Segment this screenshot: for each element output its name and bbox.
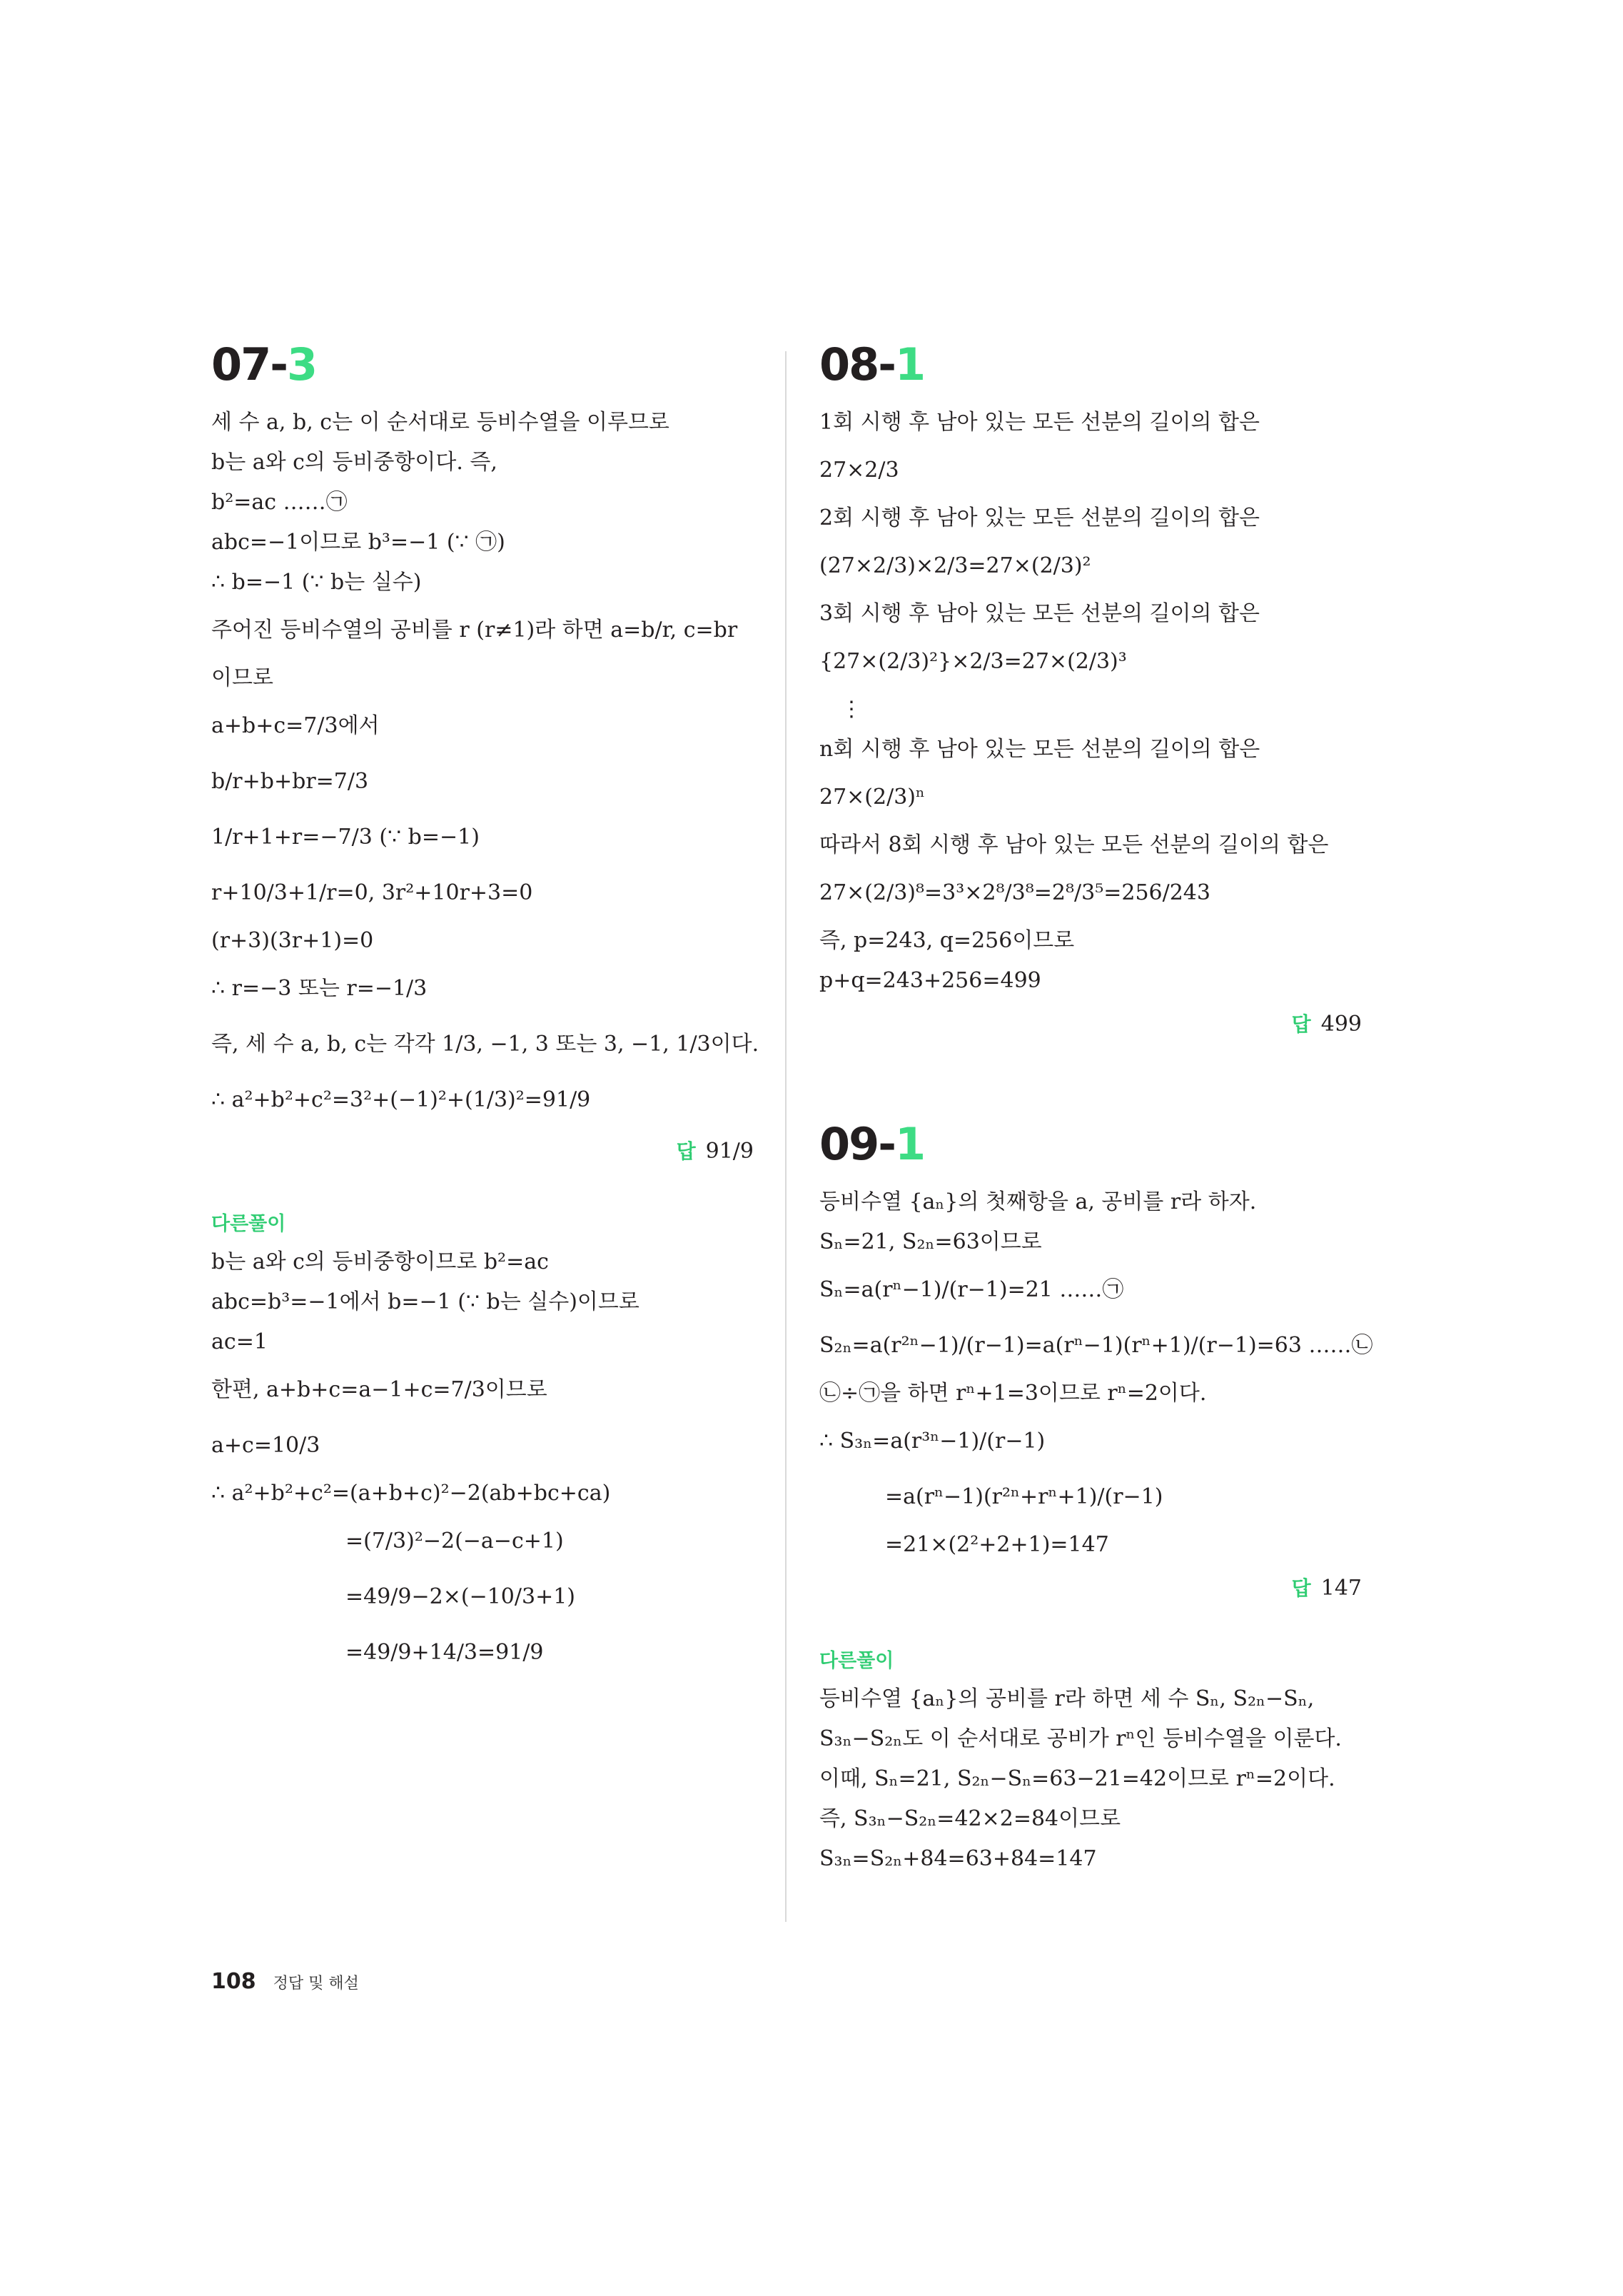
alt-solution-line: =49/9−2×(−10/3+1) [345, 1584, 576, 1609]
solution-line: 3회 시행 후 남아 있는 모든 선분의 길이의 합은 [819, 601, 1260, 626]
alt-solution-line: =49/9+14/3=91/9 [345, 1640, 544, 1665]
problem-title-09-1 [819, 1118, 1362, 1170]
solution-line: {27×(2/3)²}×2/3=27×(2/3)³ [819, 649, 1127, 674]
solution-line: 2회 시행 후 남아 있는 모든 선분의 길이의 합은 [819, 505, 1260, 530]
problem-number: 08- [819, 338, 896, 391]
solution-line: 이므로 [211, 665, 273, 690]
solution-line: abc=−1이므로 b³=−1 (∵ ㉠) [211, 530, 505, 555]
solution-line: Sₙ=a(rⁿ−1)/(r−1)=21 ……㉠ [819, 1277, 1124, 1302]
alt-solution-line: S₃ₙ−S₂ₙ도 이 순서대로 공비가 rⁿ인 등비수열을 이룬다. [819, 1726, 1342, 1751]
alt-solution-line: 즉, S₃ₙ−S₂ₙ=42×2=84이므로 [819, 1806, 1121, 1831]
alt-solution-line: ac=1 [211, 1329, 268, 1354]
alternative-solution-title: 다른풀이 [211, 1213, 286, 1235]
solution-line: (27×2/3)×2/3=27×(2/3)² [819, 553, 1091, 578]
alt-solution-line: 등비수열 {aₙ}의 공비를 r라 하면 세 수 Sₙ, S₂ₙ−Sₙ, [819, 1686, 1315, 1711]
solution-line: b²=ac ……㉠ [211, 490, 348, 515]
page-number: 108 [211, 1969, 256, 1994]
alt-solution-line: 한편, a+b+c=a−1+c=7/3이므로 [211, 1377, 547, 1402]
answer-value: 91/9 [705, 1139, 754, 1164]
solution-line: 27×(2/3)ⁿ [819, 785, 925, 810]
column-divider [785, 351, 787, 1922]
alt-solution-line: S₃ₙ=S₂ₙ+84=63+84=147 [819, 1846, 1097, 1871]
answer-label: 답 [1291, 1576, 1311, 1600]
solution-line: Sₙ=21, S₂ₙ=63이므로 [819, 1229, 1042, 1254]
solution-line: a+b+c=7/3에서 [211, 713, 380, 738]
alt-solution-line: abc=b³=−1에서 b=−1 (∵ b는 실수)이므로 [211, 1289, 639, 1314]
solution-line: ∴ S₃ₙ=a(r³ⁿ−1)/(r−1) [819, 1429, 1046, 1454]
problem-title-07-3 [211, 338, 754, 391]
answer [211, 1128, 754, 1175]
left-column [211, 338, 759, 1681]
solution-line: (r+3)(3r+1)=0 [211, 928, 374, 953]
solution-line: b는 a와 c의 등비중항이다. 즉, [211, 450, 497, 475]
solution-line: 1/r+1+r=−7/3 (∵ b=−1) [211, 825, 480, 850]
solution-line: ∴ r=−3 또는 r=−1/3 [211, 976, 428, 1001]
answer-value: 147 [1320, 1576, 1362, 1601]
problem-subnumber: 1 [895, 1118, 925, 1170]
alt-solution-line: 이때, Sₙ=21, S₂ₙ−Sₙ=63−21=42이므로 rⁿ=2이다. [819, 1766, 1335, 1791]
alt-solution-line: =(7/3)²−2(−a−c+1) [345, 1529, 564, 1554]
solution-line: 주어진 등비수열의 공비를 r (r≠1)라 하면 a=b/r, c=br [211, 618, 738, 643]
solution-line: b/r+b+br=7/3 [211, 769, 369, 794]
problem-subnumber: 1 [895, 338, 925, 391]
solution-line: =21×(2²+2+1)=147 [885, 1532, 1109, 1557]
solution-line: 즉, 세 수 a, b, c는 각각 1/3, −1, 3 또는 3, −1, 1/3이다. [211, 1032, 759, 1057]
solution-line: S₂ₙ=a(r²ⁿ−1)/(r−1)=a(rⁿ−1)(rⁿ+1)/(r−1)=63 ……㉡ [819, 1333, 1373, 1358]
solution-line: ∴ a²+b²+c²=3²+(−1)²+(1/3)²=91/9 [211, 1087, 591, 1112]
problem-number: 07- [211, 338, 288, 391]
problem-subnumber: 3 [287, 338, 317, 391]
alternative-solution-title: 다른풀이 [819, 1650, 894, 1672]
solution-line: 등비수열 {aₙ}의 첫째항을 a, 공비를 r라 하자. [819, 1189, 1257, 1214]
answer-value: 499 [1320, 1012, 1362, 1037]
answer-label: 답 [676, 1139, 696, 1163]
right-column [819, 338, 1373, 1879]
solution-line: ⋮ [841, 697, 862, 722]
solution-line: =a(rⁿ−1)(r²ⁿ+rⁿ+1)/(r−1) [885, 1484, 1163, 1509]
section-name: 정답 및 해설 [273, 1975, 359, 1993]
answer-label: 답 [1291, 1012, 1311, 1036]
solution-line: r+10/3+1/r=0, 3r²+10r+3=0 [211, 880, 533, 905]
section-gap [819, 1048, 1362, 1122]
solution-line: p+q=243+256=499 [819, 968, 1041, 993]
solution-line: ㉡÷㉠을 하면 rⁿ+1=3이므로 rⁿ=2이다. [819, 1381, 1207, 1406]
solution-line: 27×(2/3)⁸=3³×2⁸/3⁸=2⁸/3⁵=256/243 [819, 880, 1210, 905]
answer [819, 1565, 1362, 1612]
page-footer [211, 1969, 359, 1994]
alt-solution-line: b는 a와 c의 등비중항이므로 b²=ac [211, 1249, 549, 1274]
answer [819, 1001, 1362, 1048]
solution-line: n회 시행 후 남아 있는 모든 선분의 길이의 합은 [819, 737, 1260, 762]
solution-line: 즉, p=243, q=256이므로 [819, 928, 1075, 953]
solution-line: 1회 시행 후 남아 있는 모든 선분의 길이의 합은 [819, 410, 1260, 435]
solution-line: 따라서 8회 시행 후 남아 있는 모든 선분의 길이의 합은 [819, 832, 1329, 857]
problem-title-08-1 [819, 338, 1362, 391]
solution-line: 27×2/3 [819, 458, 899, 483]
alt-solution-line: a+c=10/3 [211, 1433, 320, 1458]
problem-number: 09- [819, 1118, 896, 1170]
solution-line: 세 수 a, b, c는 이 순서대로 등비수열을 이루므로 [211, 410, 669, 435]
solution-line: ∴ b=−1 (∵ b는 실수) [211, 570, 422, 595]
alt-solution-line: ∴ a²+b²+c²=(a+b+c)²−2(ab+bc+ca) [211, 1481, 611, 1506]
